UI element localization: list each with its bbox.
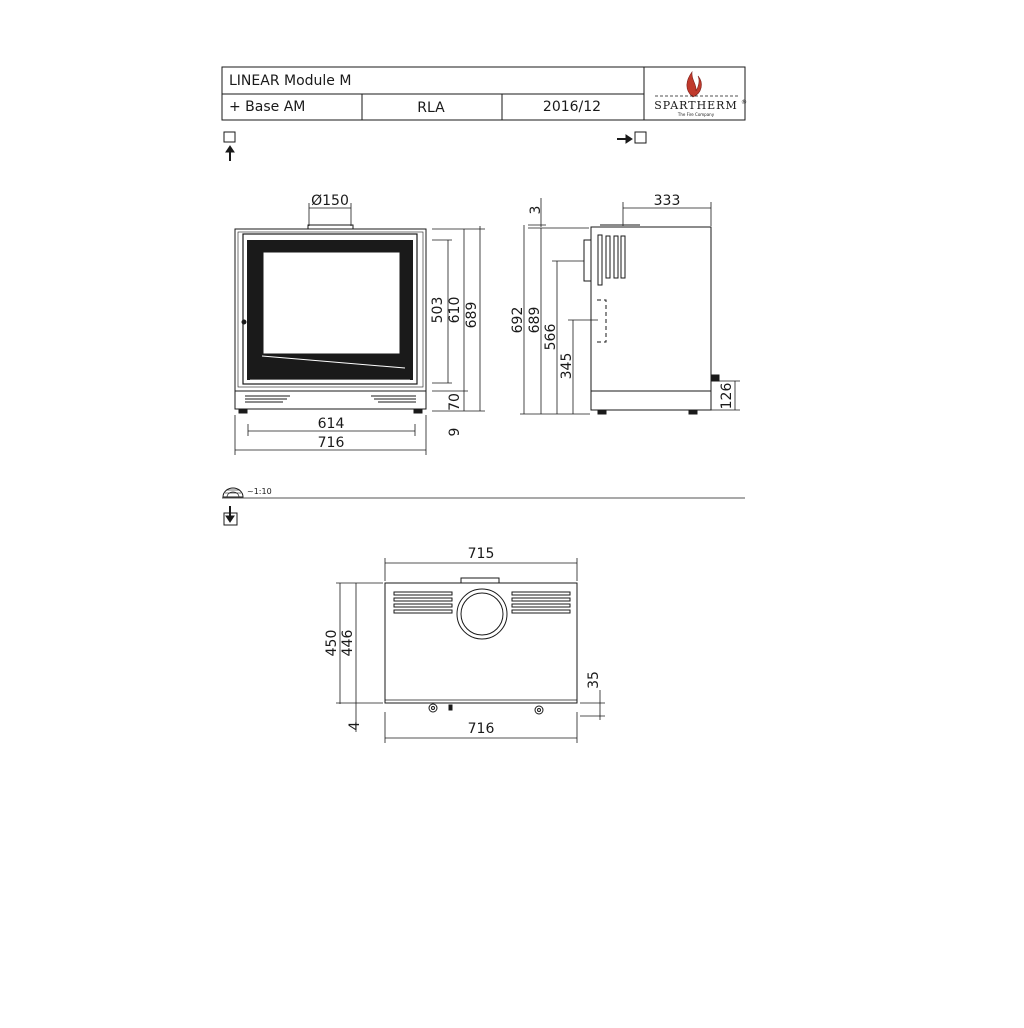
product-title: LINEAR Module M [229,73,352,89]
side-height-566-label: 566 [543,323,559,351]
brand-logo [654,72,747,117]
scale-icon [223,488,243,497]
top-view-symbol-icon [224,506,237,525]
scale-label: ~1:10 [247,487,272,496]
side-height-126-label: 126 [719,382,735,410]
top-depth-446-label: 446 [340,629,356,657]
drawing-date: 2016/12 [542,99,602,115]
top-offset-4-label: 4 [347,721,363,731]
top-width-716-label: 716 [467,721,495,737]
top-dimension-lines [336,558,605,743]
side-depth-333-label: 333 [653,193,681,209]
front-view [235,225,426,413]
top-view [385,578,577,714]
front-base-70-label: 70 [447,393,463,411]
front-view-symbol-icon [224,132,235,161]
front-height-689-label: 689 [464,301,480,329]
side-height-345-label: 345 [559,352,575,380]
front-width-614-label: 614 [317,416,345,432]
logo-tagline: The Fire Company [677,112,715,117]
side-top-3-label: 3 [528,205,544,215]
side-height-689-label: 689 [527,306,543,334]
top-depth-450-label: 450 [324,629,340,657]
front-height-610-label: 610 [447,296,463,324]
front-flue-diameter-label: Ø150 [311,193,349,209]
top-offset-35-label: 35 [586,671,602,689]
product-subtitle: + Base AM [229,99,306,115]
side-height-692-label: 692 [510,306,526,334]
logo-text: SPARTHERM [654,99,738,112]
top-width-715-label: 715 [467,546,495,562]
front-foot-9-label: 9 [447,427,463,437]
side-view-symbol-icon [617,132,646,143]
side-view [584,225,719,414]
logo-registered-mark: ® [741,99,747,106]
flame-icon [687,72,702,97]
drawing-code: RLA [417,100,445,116]
front-height-503-label: 503 [430,296,446,324]
front-width-716-label: 716 [317,435,345,451]
side-dimension-lines [520,198,740,414]
